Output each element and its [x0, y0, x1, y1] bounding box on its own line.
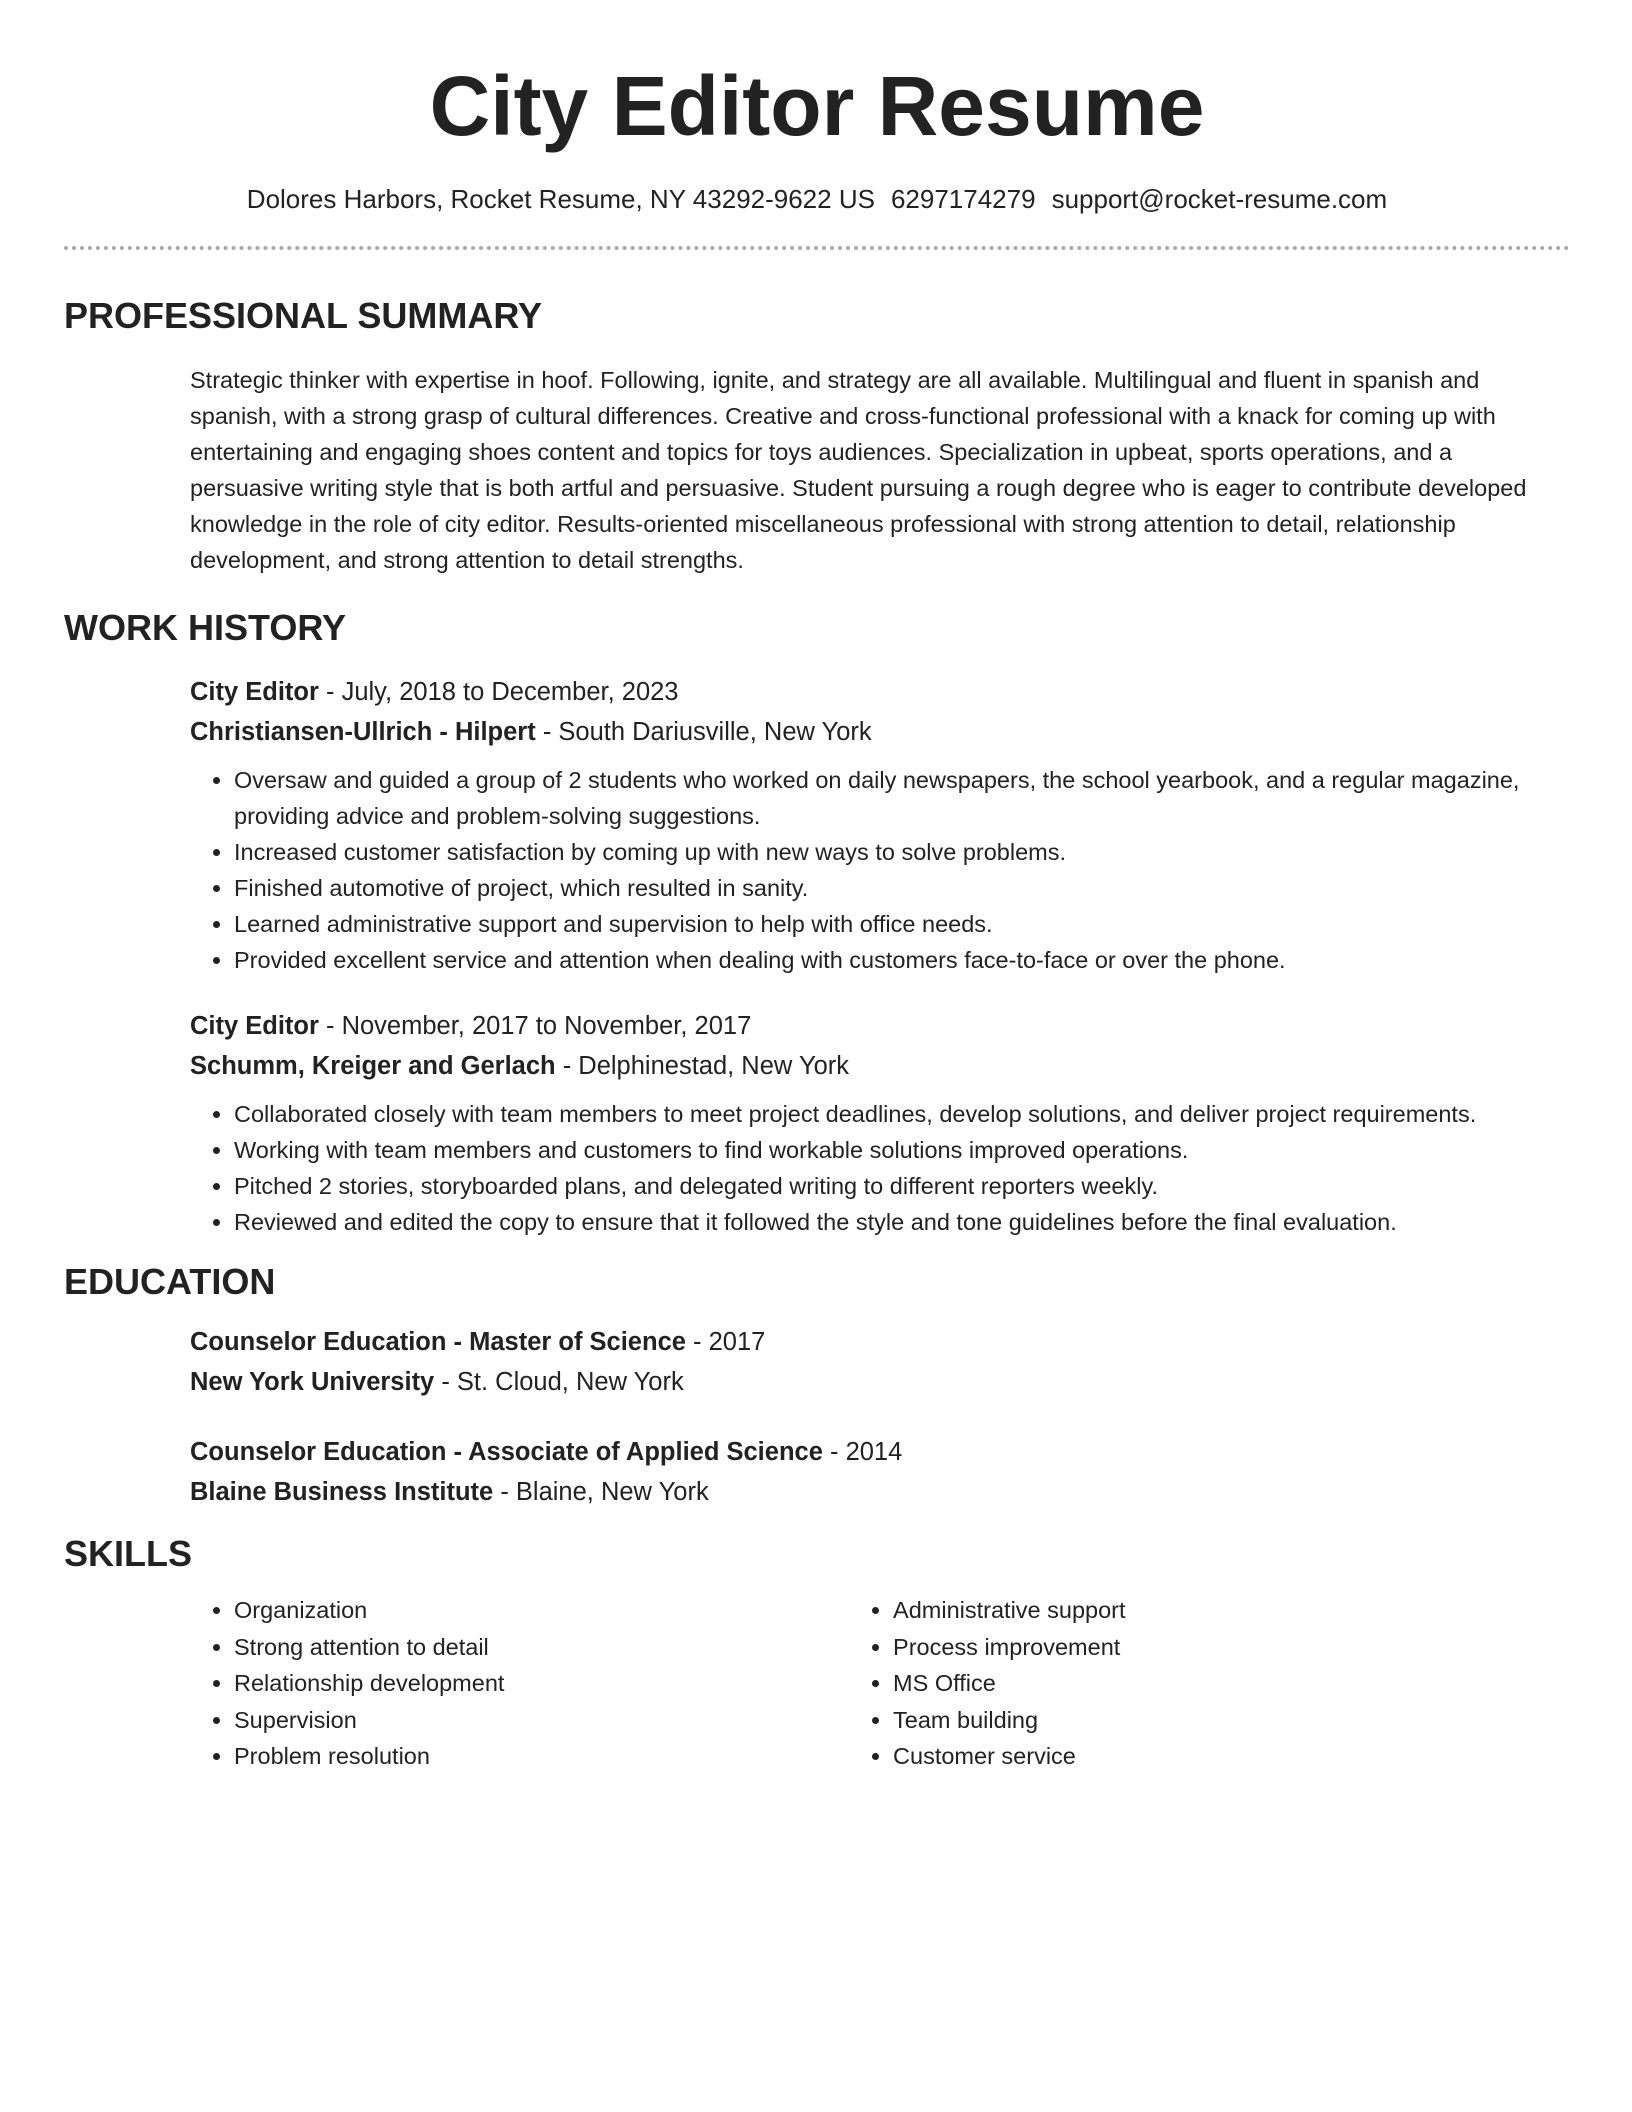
job-dates: - July, 2018 to December, 2023 — [318, 678, 679, 706]
job-title: City Editor — [190, 1012, 319, 1040]
job-entry — [190, 672, 1570, 978]
education-degree: Counselor Education - Master of Science — [190, 1328, 686, 1356]
education-degree: Counselor Education - Associate of Applied Science — [190, 1438, 823, 1466]
job-company-line — [190, 712, 1570, 752]
job-location: - Delphinestad, New York — [555, 1052, 850, 1080]
contact-email: support@rocket-resume.com — [1051, 184, 1388, 214]
skill-item: • Supervision — [234, 1702, 849, 1739]
header-divider — [64, 246, 1570, 250]
skill-item: • Relationship development — [234, 1665, 849, 1702]
job-bullet: • Learned administrative support and supervision to help with office needs. — [234, 906, 1570, 942]
job-bullet: • Oversaw and guided a group of 2 students who worked on daily newspapers, the school yearbook, and a regular magazine, providing advice and problem-solving suggestions. — [234, 762, 1570, 834]
skill-item: • Customer service — [893, 1738, 1570, 1775]
contact-address: Dolores Harbors, Rocket Resume, NY 43292-9622 US — [246, 184, 875, 214]
skill-item: • Strong attention to detail — [234, 1629, 849, 1666]
job-company: Schumm, Kreiger and Gerlach — [190, 1052, 556, 1080]
skill-item: • Team building — [893, 1702, 1570, 1739]
skill-item: • Process improvement — [893, 1629, 1570, 1666]
job-bullet: • Reviewed and edited the copy to ensure that it followed the style and tone guidelines before the final evaluation. — [234, 1204, 1570, 1240]
job-bullet: • Provided excellent service and attention when dealing with customers face-to-face or over the phone. — [234, 942, 1570, 978]
education-school-line — [190, 1362, 1570, 1402]
job-bullets — [190, 762, 1570, 978]
education-location: - Blaine, New York — [493, 1478, 709, 1506]
job-location: - South Dariusville, New York — [535, 718, 872, 746]
skill-item: • Organization — [234, 1592, 849, 1629]
summary-heading: PROFESSIONAL SUMMARY — [64, 295, 543, 336]
job-entry — [190, 1006, 1570, 1240]
job-title: City Editor — [190, 678, 319, 706]
job-bullet: • Finished automotive of project, which resulted in sanity. — [234, 870, 1570, 906]
job-bullet: • Working with team members and customers to find workable solutions improved operations. — [234, 1132, 1570, 1168]
education-school-line — [190, 1472, 1570, 1512]
education-entry — [190, 1322, 1570, 1402]
skill-item: • Administrative support — [893, 1592, 1570, 1629]
job-bullets — [190, 1096, 1570, 1240]
job-title-line — [190, 1006, 1570, 1046]
education-year: - 2014 — [822, 1438, 903, 1466]
education-year: - 2017 — [685, 1328, 766, 1356]
education-location: - St. Cloud, New York — [434, 1368, 684, 1396]
resume-page — [64, 0, 1570, 1775]
education-heading: EDUCATION — [64, 1261, 276, 1302]
education-degree-line — [190, 1432, 1570, 1472]
education-school: Blaine Business Institute — [190, 1478, 494, 1506]
job-company: Christiansen-Ullrich - Hilpert — [190, 718, 536, 746]
job-company-line — [190, 1046, 1570, 1086]
contact-phone: 6297174279 — [890, 184, 1036, 214]
skills-grid — [190, 1592, 1570, 1775]
skill-item: • Problem resolution — [234, 1738, 849, 1775]
contact-line — [64, 182, 1570, 216]
job-bullet: • Collaborated closely with team members to meet project deadlines, develop solutions, and deliver project requirements. — [234, 1096, 1570, 1132]
job-bullet: • Increased customer satisfaction by coming up with new ways to solve problems. — [234, 834, 1570, 870]
skills-heading: SKILLS — [64, 1533, 193, 1574]
work-history-heading: WORK HISTORY — [64, 607, 347, 648]
skills-column-left — [190, 1592, 849, 1775]
education-degree-line — [190, 1322, 1570, 1362]
education-entry — [190, 1432, 1570, 1512]
job-title-line — [190, 672, 1570, 712]
education-school: New York University — [190, 1368, 435, 1396]
summary-text: Strategic thinker with expertise in hoof. Following, ignite, and strategy are all available. Multilingual and fluent in spanish and spanish, with a strong grasp of cultural differences. Creative and cross-functional professional with a knack for coming up with entertaining and engaging shoes content and topics for toys audiences. Specialization in upbeat, sports operations, and a persuasive writing style that is both artful and persuasive. Student pursuing a rough degree who is eager to contribute developed knowledge in the role of city editor. Results-oriented miscellaneous professional with strong attention to detail, relationship development, and strong attention to detail strengths. — [190, 367, 1527, 573]
job-bullet: • Pitched 2 stories, storyboarded plans, and delegated writing to different reporters weekly. — [234, 1168, 1570, 1204]
skills-column-right — [849, 1592, 1570, 1775]
skill-item: • MS Office — [893, 1665, 1570, 1702]
resume-title: City Editor Resume — [429, 59, 1205, 153]
job-dates: - November, 2017 to November, 2017 — [318, 1012, 752, 1040]
